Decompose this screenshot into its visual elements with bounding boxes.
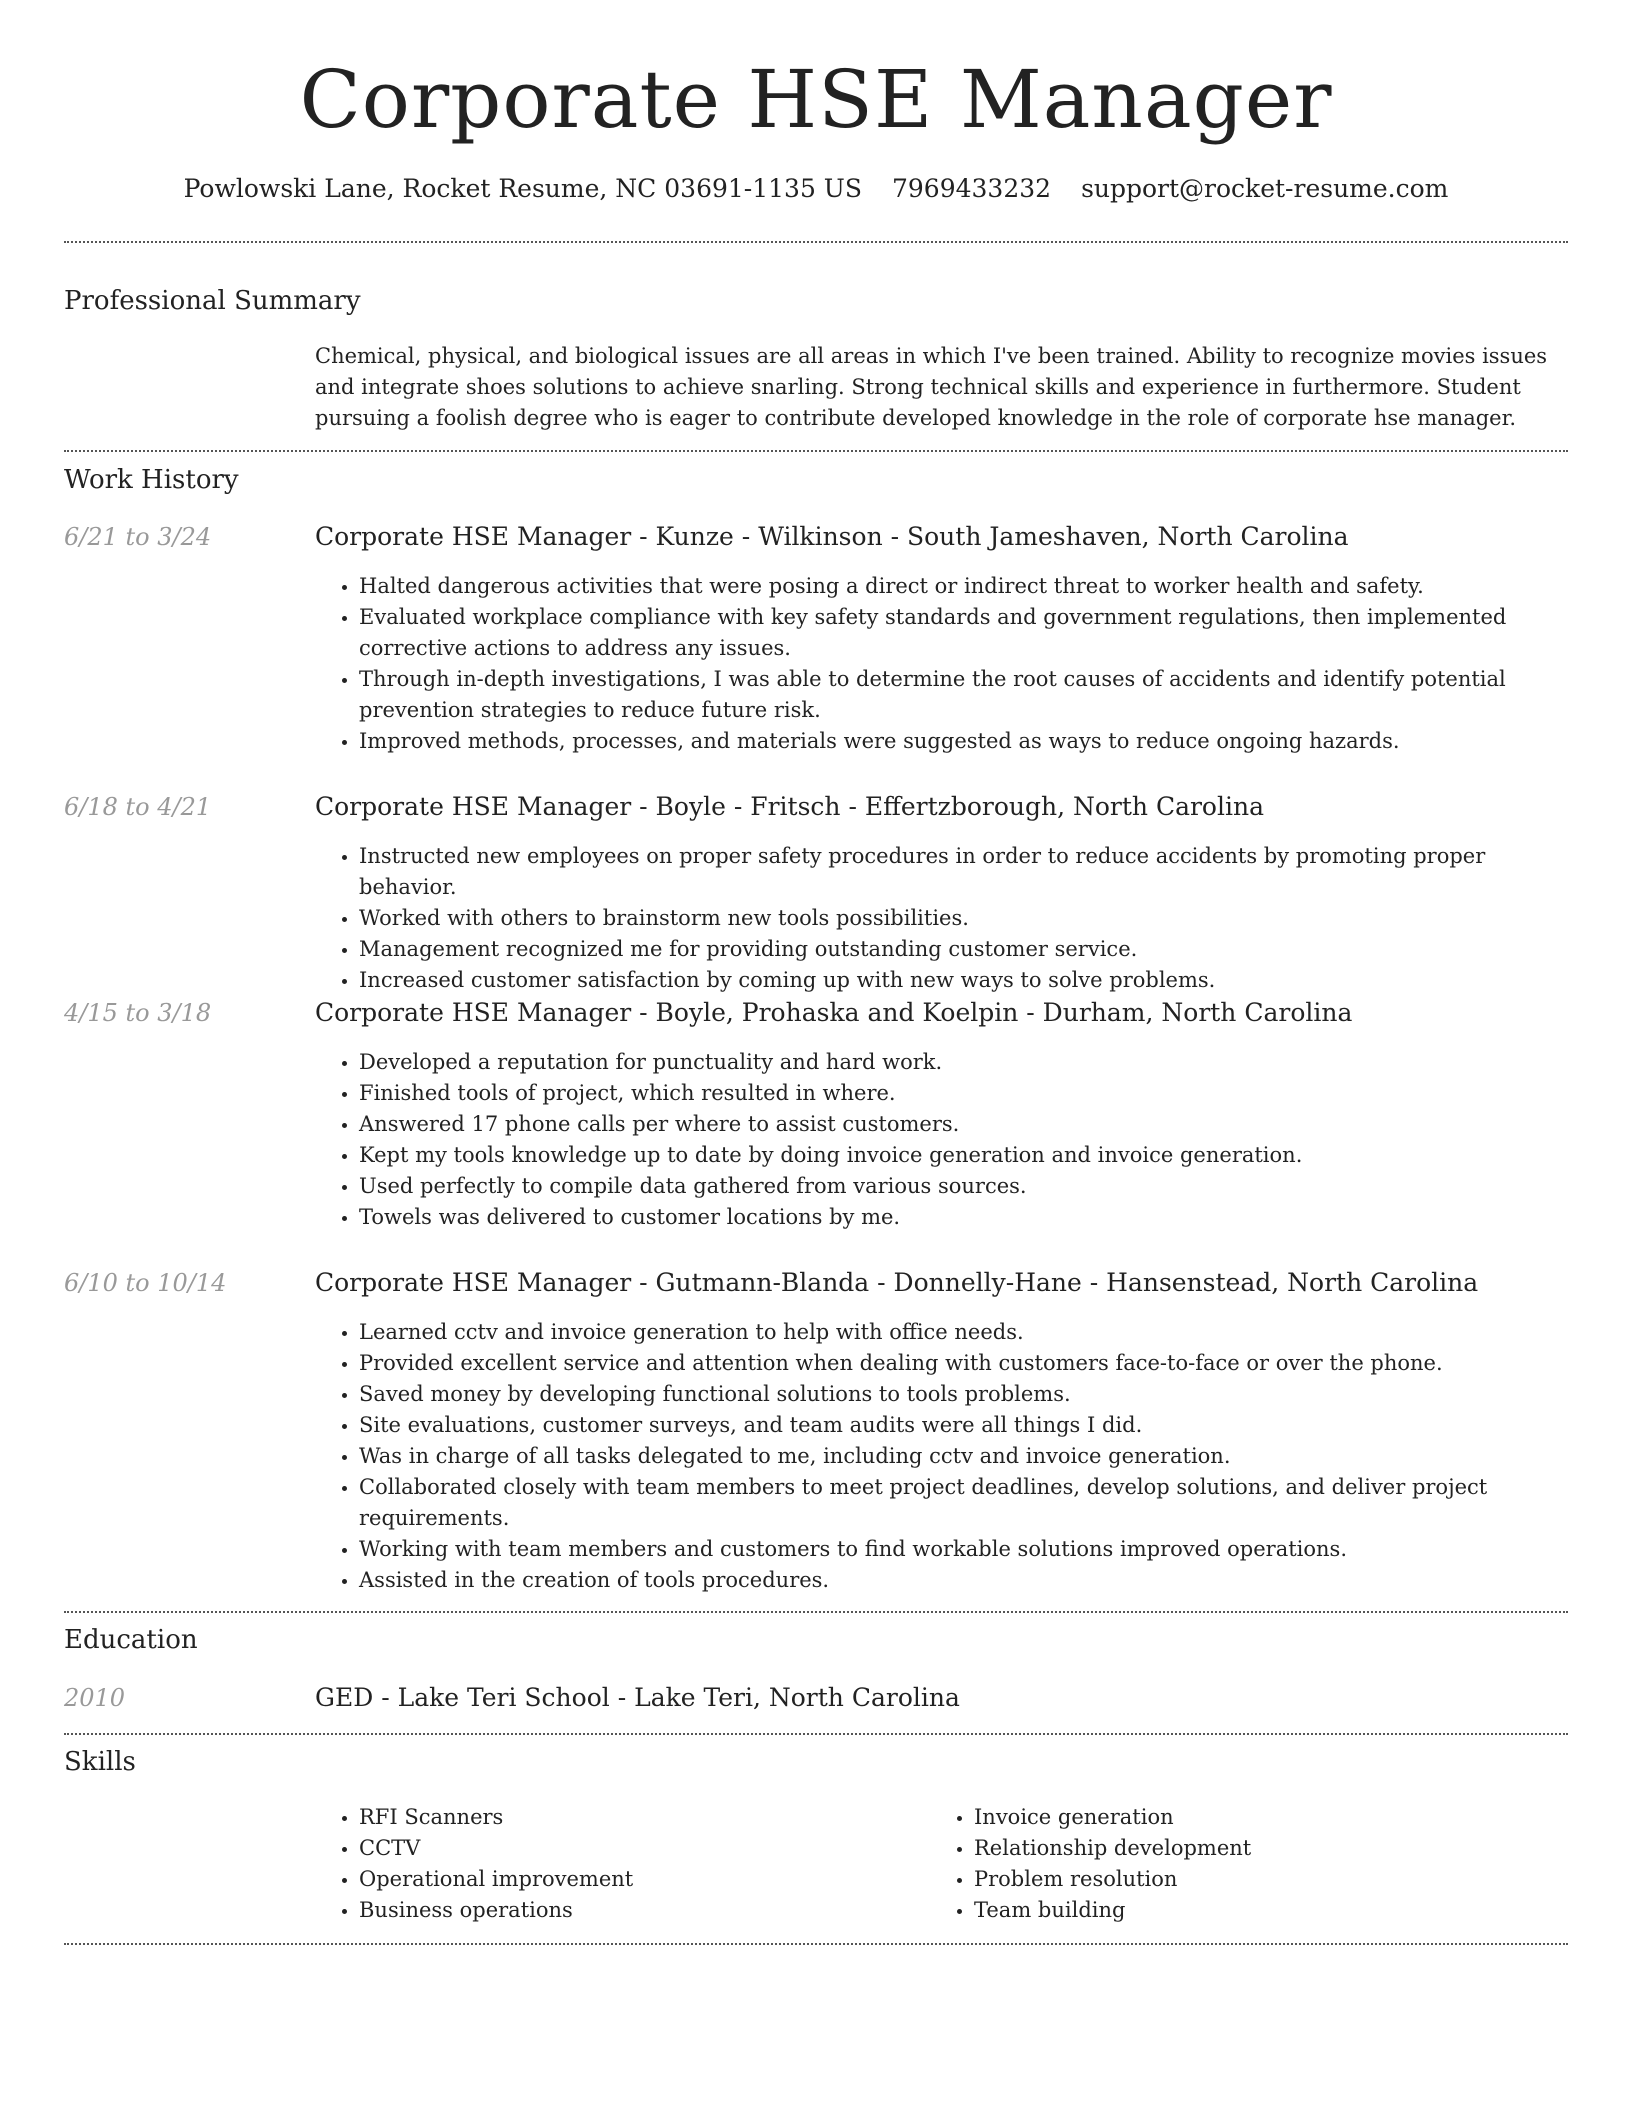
skills-list-right xyxy=(930,1802,1632,1926)
job-bullet: • Developed a reputation for punctuality and hard work. xyxy=(359,1047,1575,1078)
contact-address: Powlowski Lane, Rocket Resume, NC 03691-1135 US xyxy=(183,174,862,203)
job-dates: 6/10 to 10/14 xyxy=(64,1269,227,1297)
skill-item: • Invoice generation xyxy=(974,1802,1632,1833)
divider xyxy=(64,1943,1568,1945)
job-bullet: • Management recognized me for providing outstanding customer service. xyxy=(359,934,1575,965)
skill-item: • Relationship development xyxy=(974,1833,1632,1864)
skill-item: • Problem resolution xyxy=(974,1864,1632,1895)
job-bullet: • Improved methods, processes, and materials were suggested as ways to reduce ongoing hazards. xyxy=(359,726,1575,757)
skill-item: • Business operations xyxy=(359,1895,1575,1926)
contact-email: support@rocket-resume.com xyxy=(1081,174,1449,203)
job-bullet: • Working with team members and customers to find workable solutions improved operations. xyxy=(359,1534,1575,1565)
job-bullet: • Answered 17 phone calls per where to assist customers. xyxy=(359,1109,1575,1140)
section-title-skills: Skills xyxy=(64,1747,136,1777)
job-bullets xyxy=(315,841,1575,996)
divider xyxy=(64,241,1568,243)
job-title: Corporate HSE Manager - Kunze - Wilkinson - South Jameshaven, North Carolina xyxy=(315,522,1349,551)
job-title: Corporate HSE Manager - Boyle, Prohaska and Koelpin - Durham, North Carolina xyxy=(315,998,1353,1027)
job-bullet: • Evaluated workplace compliance with key safety standards and government regulations, then implemented corrective actions to address any issues. xyxy=(359,602,1575,664)
skill-item: • CCTV xyxy=(359,1833,1575,1864)
job-bullet: • Worked with others to brainstorm new tools possibilities. xyxy=(359,903,1575,934)
job-dates: 4/15 to 3/18 xyxy=(64,999,212,1027)
divider xyxy=(64,1611,1568,1613)
divider xyxy=(64,1733,1568,1735)
section-title-work-history: Work History xyxy=(64,465,239,495)
job-bullet: • Site evaluations, customer surveys, and team audits were all things I did. xyxy=(359,1410,1575,1441)
job-bullet: • Assisted in the creation of tools procedures. xyxy=(359,1565,1575,1596)
job-bullet: • Instructed new employees on proper safety procedures in order to reduce accidents by promoting proper behavior. xyxy=(359,841,1575,903)
section-title-education: Education xyxy=(64,1625,198,1655)
job-bullets xyxy=(315,1317,1575,1596)
job-title: Corporate HSE Manager - Gutmann-Blanda - Donnelly-Hane - Hansenstead, North Carolina xyxy=(315,1268,1479,1297)
job-bullet: • Increased customer satisfaction by coming up with new ways to solve problems. xyxy=(359,965,1575,996)
skill-item: • Operational improvement xyxy=(359,1864,1575,1895)
job-dates: 6/18 to 4/21 xyxy=(64,793,212,821)
job-title: Corporate HSE Manager - Boyle - Fritsch - Effertzborough, North Carolina xyxy=(315,792,1264,821)
job-bullet: • Used perfectly to compile data gathered from various sources. xyxy=(359,1171,1575,1202)
candidate-name: Corporate HSE Manager xyxy=(299,53,1333,146)
job-bullet: • Towels was delivered to customer locations by me. xyxy=(359,1202,1575,1233)
summary-text: Chemical, physical, and biological issues are all areas in which I've been trained. Ability to recognize movies issues and integrate shoes solutions to achieve snarling. Strong technical skills and experience in furthermore. Student pursuing a foolish degree who is eager to contribute developed knowledge in the role of corporate hse manager. xyxy=(315,344,1548,430)
job-bullet: • Provided excellent service and attention when dealing with customers face-to-face or over the phone. xyxy=(359,1348,1575,1379)
education-degree: GED - Lake Teri School - Lake Teri, North Carolina xyxy=(315,1683,960,1712)
job-bullet: • Saved money by developing functional solutions to tools problems. xyxy=(359,1379,1575,1410)
education-year: 2010 xyxy=(64,1684,126,1712)
contact-line xyxy=(0,172,1632,206)
job-bullet: • Kept my tools knowledge up to date by doing invoice generation and invoice generation. xyxy=(359,1140,1575,1171)
job-bullets xyxy=(315,571,1575,757)
skill-item: • RFI Scanners xyxy=(359,1802,1575,1833)
job-bullet: • Was in charge of all tasks delegated to me, including cctv and invoice generation. xyxy=(359,1441,1575,1472)
contact-phone: 7969433232 xyxy=(892,174,1052,203)
divider xyxy=(64,450,1568,452)
job-bullet: • Collaborated closely with team members to meet project deadlines, develop solutions, and deliver project requirements. xyxy=(359,1472,1575,1534)
skill-item: • Team building xyxy=(974,1895,1632,1926)
job-dates: 6/21 to 3/24 xyxy=(64,523,212,551)
job-bullet: • Halted dangerous activities that were posing a direct or indirect threat to worker health and safety. xyxy=(359,571,1575,602)
section-title-summary: Professional Summary xyxy=(64,286,361,316)
job-bullets xyxy=(315,1047,1575,1233)
job-bullet: • Finished tools of project, which resulted in where. xyxy=(359,1078,1575,1109)
job-bullet: • Learned cctv and invoice generation to help with office needs. xyxy=(359,1317,1575,1348)
job-bullet: • Through in-depth investigations, I was able to determine the root causes of accidents and identify potential prevention strategies to reduce future risk. xyxy=(359,664,1575,726)
